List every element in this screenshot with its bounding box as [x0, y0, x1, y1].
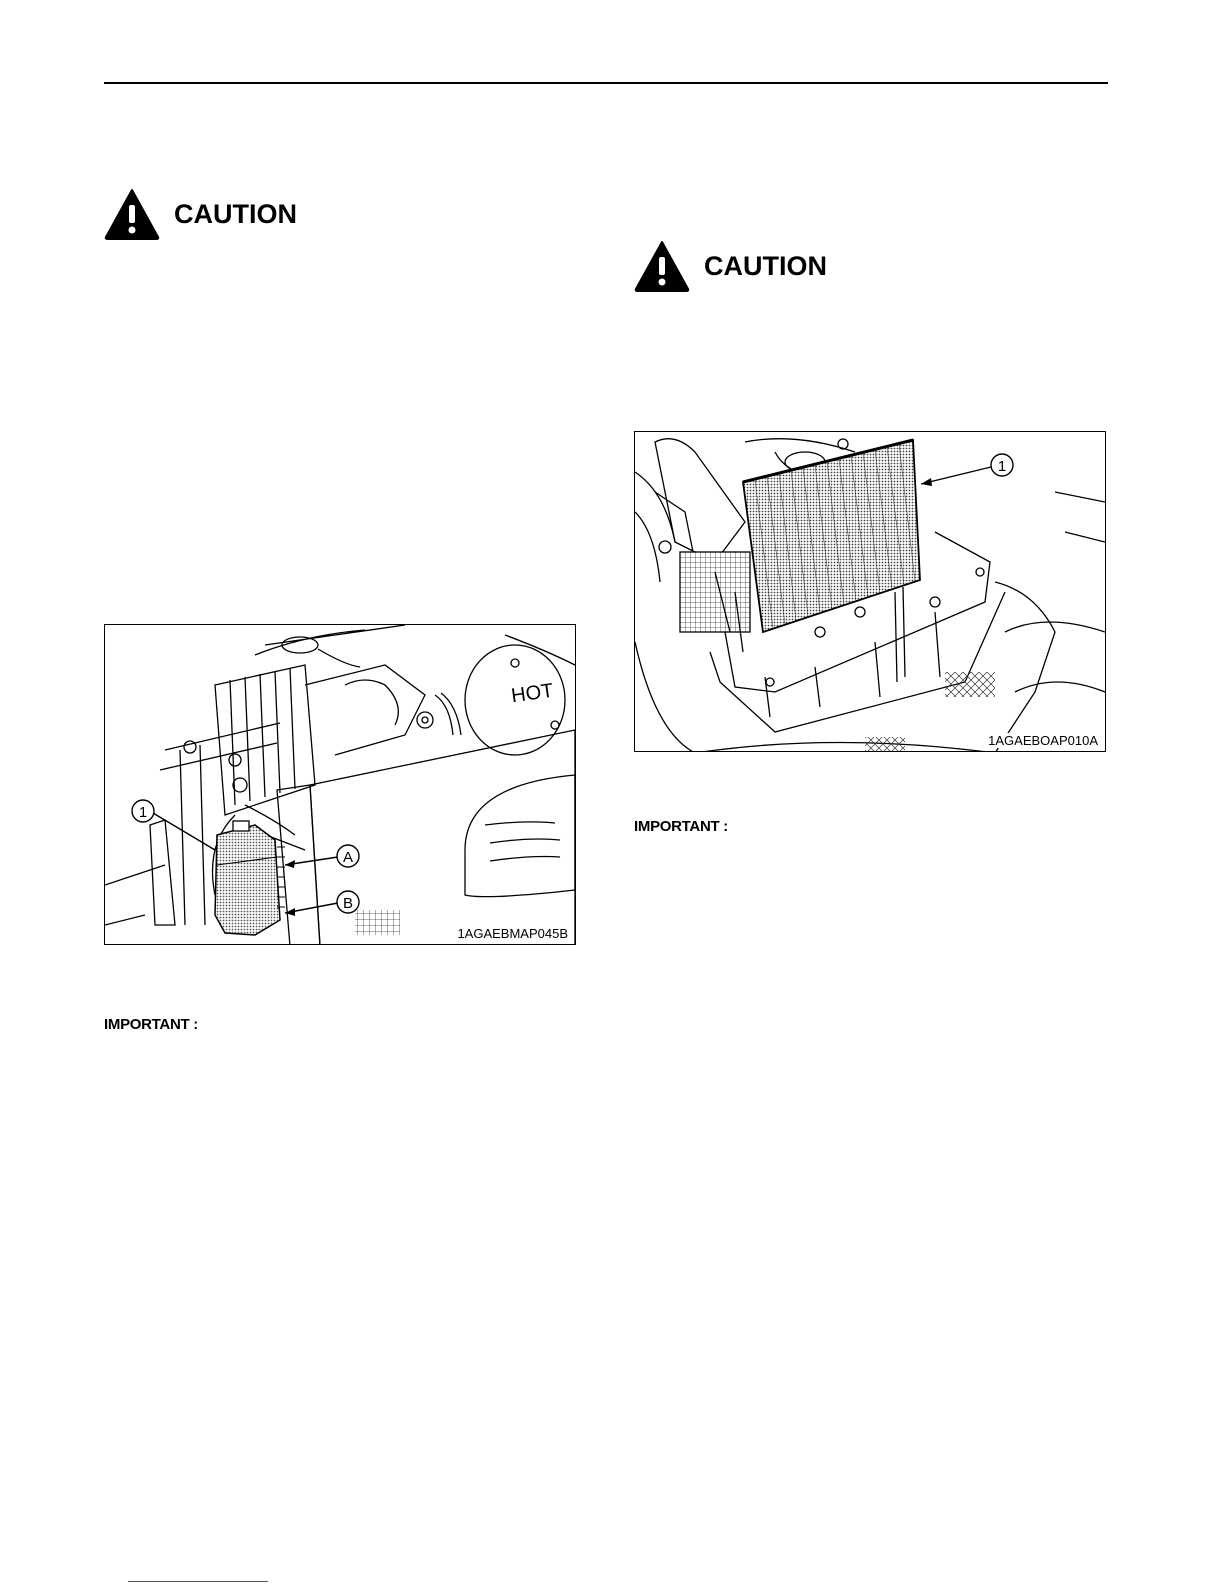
warning-triangle-icon [104, 188, 160, 240]
callout-b: B [342, 895, 354, 912]
caution-heading-right [634, 240, 827, 292]
caution-label: CAUTION [704, 250, 827, 281]
callout-1: 1 [138, 804, 148, 821]
radiator-screen-illustration [635, 432, 1106, 752]
callout-a: A [342, 849, 354, 866]
warning-triangle-icon [634, 240, 690, 292]
figure-code: 1AGAEBOAP010A [988, 733, 1098, 748]
header-rule [104, 82, 1108, 84]
caution-label: CAUTION [174, 198, 297, 229]
reserve-tank-illustration [105, 625, 576, 945]
important-label-right: IMPORTANT : [634, 818, 728, 835]
figure-code: 1AGAEBMAP045B [457, 926, 568, 941]
hot-label: HOT [509, 679, 555, 708]
radiator-screen-figure [634, 431, 1106, 752]
important-label-left: IMPORTANT : [104, 1016, 198, 1033]
reserve-tank-figure [104, 624, 576, 945]
callout-1: 1 [997, 458, 1007, 475]
caution-heading-left [104, 188, 297, 240]
footer-link-underline[interactable] [128, 1581, 268, 1582]
